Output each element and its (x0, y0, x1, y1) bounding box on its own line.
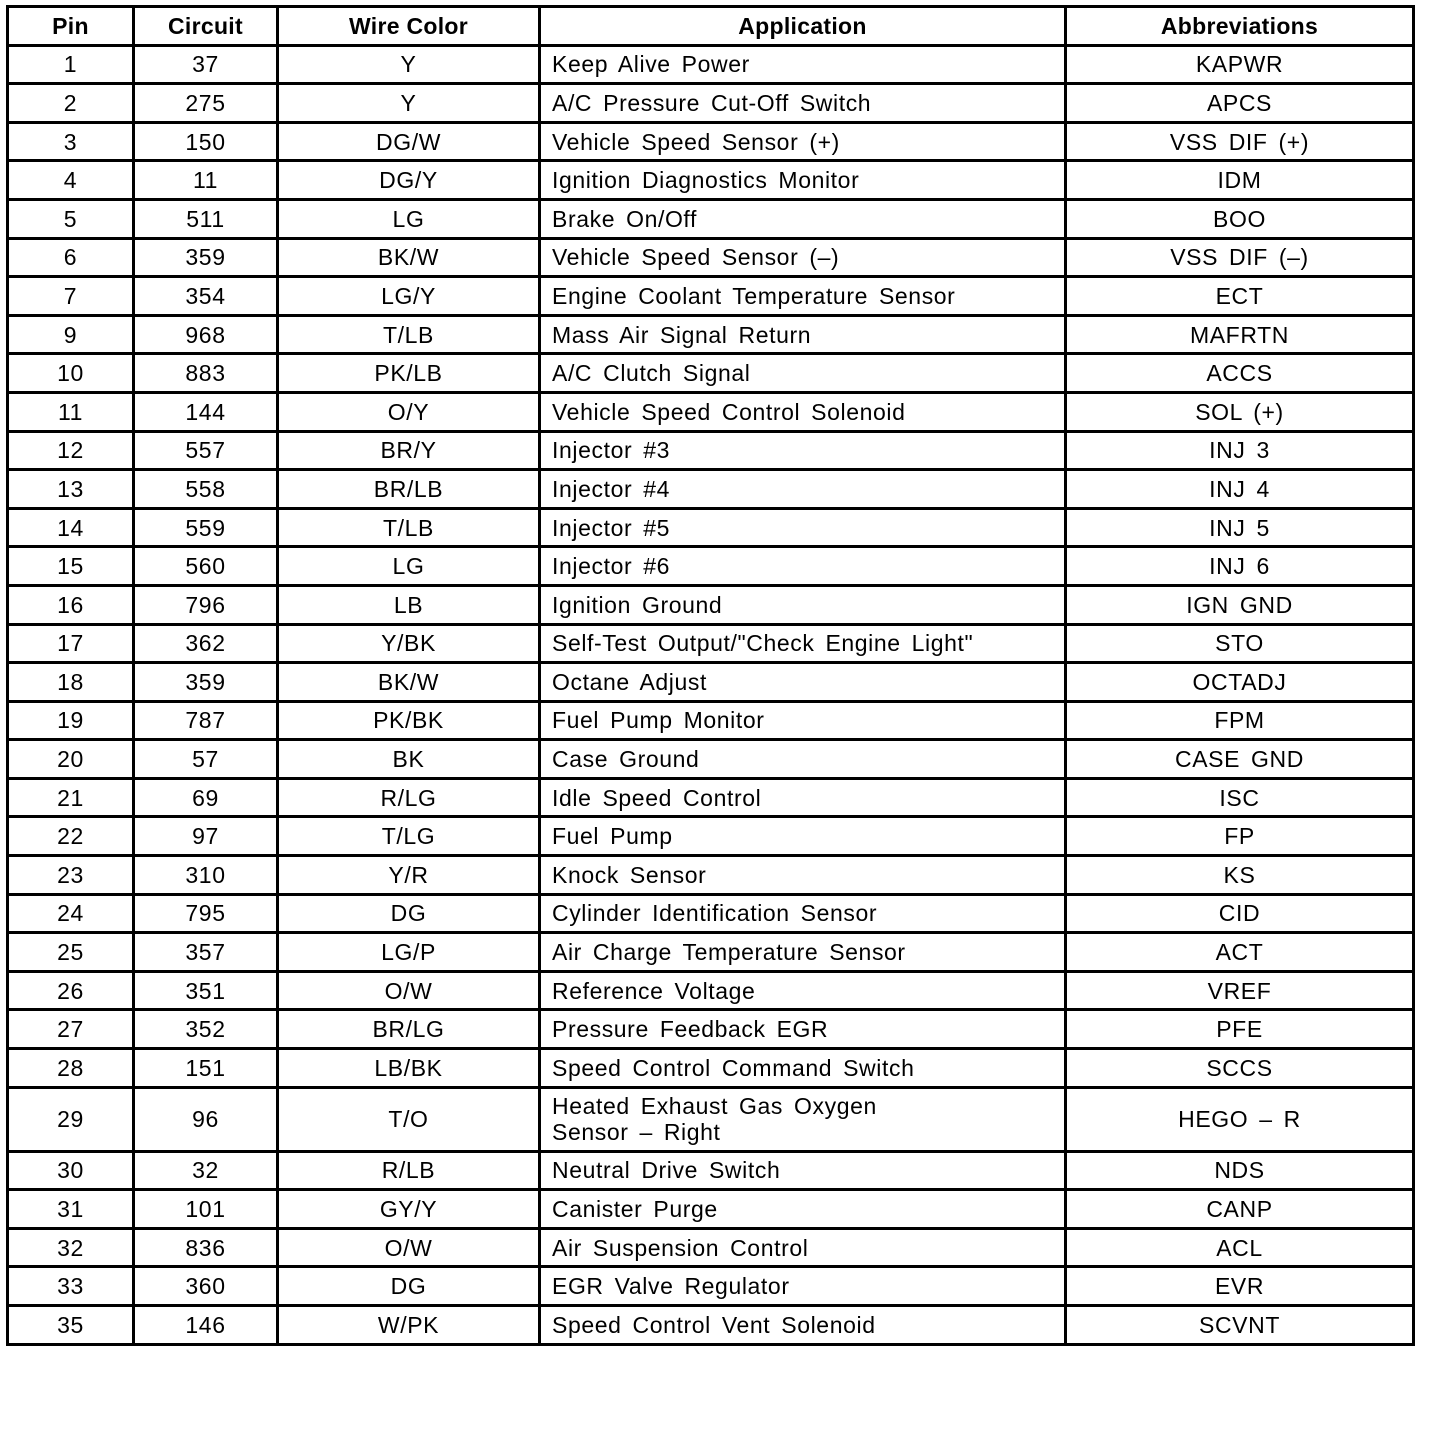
cell-application: Cylinder Identification Sensor (540, 894, 1066, 933)
cell-wire-color: W/PK (278, 1306, 540, 1345)
cell-circuit: 357 (134, 933, 278, 972)
cell-wire-color: BK (278, 740, 540, 779)
cell-pin: 7 (8, 277, 134, 316)
table-row (8, 1228, 1414, 1267)
cell-wire-color: T/LB (278, 508, 540, 547)
cell-circuit: 362 (134, 624, 278, 663)
table-row (8, 624, 1414, 663)
cell-application: Ignition Ground (540, 585, 1066, 624)
cell-pin: 26 (8, 971, 134, 1010)
cell-abbreviation: VREF (1066, 971, 1414, 1010)
table-row (8, 199, 1414, 238)
cell-pin: 9 (8, 315, 134, 354)
cell-pin: 5 (8, 199, 134, 238)
cell-circuit: 559 (134, 508, 278, 547)
cell-pin: 22 (8, 817, 134, 856)
cell-wire-color: LB/BK (278, 1049, 540, 1088)
cell-abbreviation: HEGO – R (1066, 1087, 1414, 1151)
cell-circuit: 557 (134, 431, 278, 470)
cell-application: Speed Control Vent Solenoid (540, 1306, 1066, 1345)
cell-wire-color: PK/BK (278, 701, 540, 740)
cell-pin: 19 (8, 701, 134, 740)
cell-pin: 18 (8, 663, 134, 702)
table-row (8, 1190, 1414, 1229)
cell-abbreviation: IDM (1066, 161, 1414, 200)
cell-pin: 31 (8, 1190, 134, 1229)
cell-circuit: 354 (134, 277, 278, 316)
table-body (8, 45, 1414, 1344)
cell-pin: 28 (8, 1049, 134, 1088)
cell-abbreviation: INJ 6 (1066, 547, 1414, 586)
header-wire-color: Wire Color (278, 7, 540, 46)
cell-abbreviation: INJ 4 (1066, 470, 1414, 509)
table-row (8, 161, 1414, 200)
cell-circuit: 101 (134, 1190, 278, 1229)
cell-abbreviation: MAFRTN (1066, 315, 1414, 354)
cell-application: Pressure Feedback EGR (540, 1010, 1066, 1049)
table-row (8, 547, 1414, 586)
table-row (8, 1049, 1414, 1088)
cell-circuit: 836 (134, 1228, 278, 1267)
cell-circuit: 511 (134, 199, 278, 238)
cell-pin: 27 (8, 1010, 134, 1049)
cell-pin: 13 (8, 470, 134, 509)
cell-circuit: 144 (134, 392, 278, 431)
cell-application: Vehicle Speed Sensor (+) (540, 122, 1066, 161)
cell-application: EGR Valve Regulator (540, 1267, 1066, 1306)
cell-wire-color: Y/R (278, 856, 540, 895)
cell-circuit: 359 (134, 238, 278, 277)
header-row (8, 7, 1414, 46)
cell-application: A/C Pressure Cut-Off Switch (540, 84, 1066, 123)
cell-wire-color: LB (278, 585, 540, 624)
cell-abbreviation: IGN GND (1066, 585, 1414, 624)
cell-application: A/C Clutch Signal (540, 354, 1066, 393)
cell-pin: 11 (8, 392, 134, 431)
cell-wire-color: BR/LG (278, 1010, 540, 1049)
table-row (8, 315, 1414, 354)
table-row (8, 701, 1414, 740)
cell-wire-color: BR/Y (278, 431, 540, 470)
cell-pin: 35 (8, 1306, 134, 1345)
cell-wire-color: T/O (278, 1087, 540, 1151)
cell-circuit: 351 (134, 971, 278, 1010)
cell-abbreviation: ISC (1066, 778, 1414, 817)
cell-wire-color: LG (278, 199, 540, 238)
header-abbreviations: Abbreviations (1066, 7, 1414, 46)
cell-wire-color: Y (278, 84, 540, 123)
cell-circuit: 32 (134, 1151, 278, 1190)
cell-circuit: 275 (134, 84, 278, 123)
table-row (8, 1010, 1414, 1049)
pin-table (6, 5, 1415, 1346)
pin-table-container (6, 5, 1415, 1346)
header-application: Application (540, 7, 1066, 46)
cell-circuit: 11 (134, 161, 278, 200)
table-row (8, 392, 1414, 431)
header-pin: Pin (8, 7, 134, 46)
header-circuit: Circuit (134, 7, 278, 46)
table-row (8, 971, 1414, 1010)
cell-abbreviation: INJ 5 (1066, 508, 1414, 547)
cell-abbreviation: NDS (1066, 1151, 1414, 1190)
table-row (8, 1151, 1414, 1190)
cell-pin: 2 (8, 84, 134, 123)
cell-wire-color: T/LG (278, 817, 540, 856)
cell-application: Ignition Diagnostics Monitor (540, 161, 1066, 200)
cell-pin: 33 (8, 1267, 134, 1306)
cell-wire-color: R/LB (278, 1151, 540, 1190)
cell-abbreviation: FP (1066, 817, 1414, 856)
cell-circuit: 558 (134, 470, 278, 509)
cell-application: Brake On/Off (540, 199, 1066, 238)
cell-wire-color: LG (278, 547, 540, 586)
cell-pin: 14 (8, 508, 134, 547)
cell-wire-color: DG/Y (278, 161, 540, 200)
table-row (8, 740, 1414, 779)
cell-application: Fuel Pump (540, 817, 1066, 856)
cell-application: Idle Speed Control (540, 778, 1066, 817)
cell-abbreviation: SOL (+) (1066, 392, 1414, 431)
cell-abbreviation: SCVNT (1066, 1306, 1414, 1345)
cell-abbreviation: STO (1066, 624, 1414, 663)
cell-abbreviation: OCTADJ (1066, 663, 1414, 702)
cell-application: Keep Alive Power (540, 45, 1066, 84)
table-row (8, 856, 1414, 895)
cell-circuit: 69 (134, 778, 278, 817)
cell-circuit: 787 (134, 701, 278, 740)
cell-abbreviation: CASE GND (1066, 740, 1414, 779)
cell-pin: 32 (8, 1228, 134, 1267)
cell-pin: 25 (8, 933, 134, 972)
cell-circuit: 37 (134, 45, 278, 84)
cell-wire-color: DG (278, 1267, 540, 1306)
cell-wire-color: DG (278, 894, 540, 933)
table-row (8, 1087, 1414, 1151)
cell-abbreviation: ACCS (1066, 354, 1414, 393)
table-row (8, 277, 1414, 316)
cell-wire-color: Y (278, 45, 540, 84)
cell-wire-color: R/LG (278, 778, 540, 817)
table-row (8, 1306, 1414, 1345)
cell-pin: 4 (8, 161, 134, 200)
cell-circuit: 150 (134, 122, 278, 161)
cell-application: Engine Coolant Temperature Sensor (540, 277, 1066, 316)
table-row (8, 470, 1414, 509)
cell-abbreviation: KAPWR (1066, 45, 1414, 84)
cell-abbreviation: APCS (1066, 84, 1414, 123)
cell-application: Injector #6 (540, 547, 1066, 586)
cell-application: Vehicle Speed Control Solenoid (540, 392, 1066, 431)
cell-pin: 10 (8, 354, 134, 393)
cell-circuit: 96 (134, 1087, 278, 1151)
cell-pin: 3 (8, 122, 134, 161)
cell-wire-color: LG/Y (278, 277, 540, 316)
cell-circuit: 97 (134, 817, 278, 856)
table-row (8, 894, 1414, 933)
cell-pin: 21 (8, 778, 134, 817)
cell-pin: 24 (8, 894, 134, 933)
cell-circuit: 57 (134, 740, 278, 779)
cell-wire-color: BK/W (278, 238, 540, 277)
cell-abbreviation: FPM (1066, 701, 1414, 740)
table-row (8, 778, 1414, 817)
cell-abbreviation: CID (1066, 894, 1414, 933)
cell-application: Speed Control Command Switch (540, 1049, 1066, 1088)
cell-abbreviation: PFE (1066, 1010, 1414, 1049)
cell-circuit: 146 (134, 1306, 278, 1345)
cell-pin: 30 (8, 1151, 134, 1190)
table-row (8, 354, 1414, 393)
cell-wire-color: O/W (278, 1228, 540, 1267)
cell-abbreviation: SCCS (1066, 1049, 1414, 1088)
cell-pin: 6 (8, 238, 134, 277)
cell-circuit: 968 (134, 315, 278, 354)
table-row (8, 84, 1414, 123)
cell-abbreviation: EVR (1066, 1267, 1414, 1306)
cell-abbreviation: INJ 3 (1066, 431, 1414, 470)
cell-pin: 29 (8, 1087, 134, 1151)
cell-circuit: 310 (134, 856, 278, 895)
table-row (8, 1267, 1414, 1306)
cell-application: Neutral Drive Switch (540, 1151, 1066, 1190)
cell-wire-color: O/W (278, 971, 540, 1010)
cell-circuit: 151 (134, 1049, 278, 1088)
cell-circuit: 795 (134, 894, 278, 933)
cell-application: Mass Air Signal Return (540, 315, 1066, 354)
cell-pin: 20 (8, 740, 134, 779)
table-row (8, 45, 1414, 84)
cell-wire-color: BK/W (278, 663, 540, 702)
table-row (8, 585, 1414, 624)
cell-circuit: 360 (134, 1267, 278, 1306)
cell-application: Air Charge Temperature Sensor (540, 933, 1066, 972)
cell-abbreviation: ACT (1066, 933, 1414, 972)
cell-wire-color: LG/P (278, 933, 540, 972)
cell-wire-color: O/Y (278, 392, 540, 431)
cell-abbreviation: VSS DIF (–) (1066, 238, 1414, 277)
cell-application: Vehicle Speed Sensor (–) (540, 238, 1066, 277)
cell-abbreviation: BOO (1066, 199, 1414, 238)
cell-wire-color: DG/W (278, 122, 540, 161)
cell-abbreviation: ECT (1066, 277, 1414, 316)
cell-wire-color: BR/LB (278, 470, 540, 509)
cell-wire-color: GY/Y (278, 1190, 540, 1229)
cell-pin: 15 (8, 547, 134, 586)
cell-abbreviation: VSS DIF (+) (1066, 122, 1414, 161)
cell-application: Fuel Pump Monitor (540, 701, 1066, 740)
table-row (8, 663, 1414, 702)
cell-pin: 23 (8, 856, 134, 895)
cell-wire-color: PK/LB (278, 354, 540, 393)
table-row (8, 933, 1414, 972)
table-row (8, 238, 1414, 277)
table-row (8, 431, 1414, 470)
table-row (8, 817, 1414, 856)
cell-application: Octane Adjust (540, 663, 1066, 702)
cell-circuit: 359 (134, 663, 278, 702)
cell-application: Injector #3 (540, 431, 1066, 470)
cell-application: Air Suspension Control (540, 1228, 1066, 1267)
cell-application: Knock Sensor (540, 856, 1066, 895)
cell-pin: 17 (8, 624, 134, 663)
cell-application: Reference Voltage (540, 971, 1066, 1010)
cell-abbreviation: CANP (1066, 1190, 1414, 1229)
cell-wire-color: Y/BK (278, 624, 540, 663)
table-row (8, 508, 1414, 547)
cell-abbreviation: ACL (1066, 1228, 1414, 1267)
cell-application: Heated Exhaust Gas Oxygen Sensor – Right (540, 1087, 1066, 1151)
cell-abbreviation: KS (1066, 856, 1414, 895)
cell-pin: 1 (8, 45, 134, 84)
cell-pin: 12 (8, 431, 134, 470)
cell-application: Canister Purge (540, 1190, 1066, 1229)
table-row (8, 122, 1414, 161)
cell-application: Self-Test Output/"Check Engine Light" (540, 624, 1066, 663)
cell-circuit: 883 (134, 354, 278, 393)
cell-application: Injector #5 (540, 508, 1066, 547)
cell-circuit: 796 (134, 585, 278, 624)
cell-pin: 16 (8, 585, 134, 624)
cell-circuit: 560 (134, 547, 278, 586)
cell-application: Injector #4 (540, 470, 1066, 509)
cell-application: Case Ground (540, 740, 1066, 779)
cell-wire-color: T/LB (278, 315, 540, 354)
cell-circuit: 352 (134, 1010, 278, 1049)
